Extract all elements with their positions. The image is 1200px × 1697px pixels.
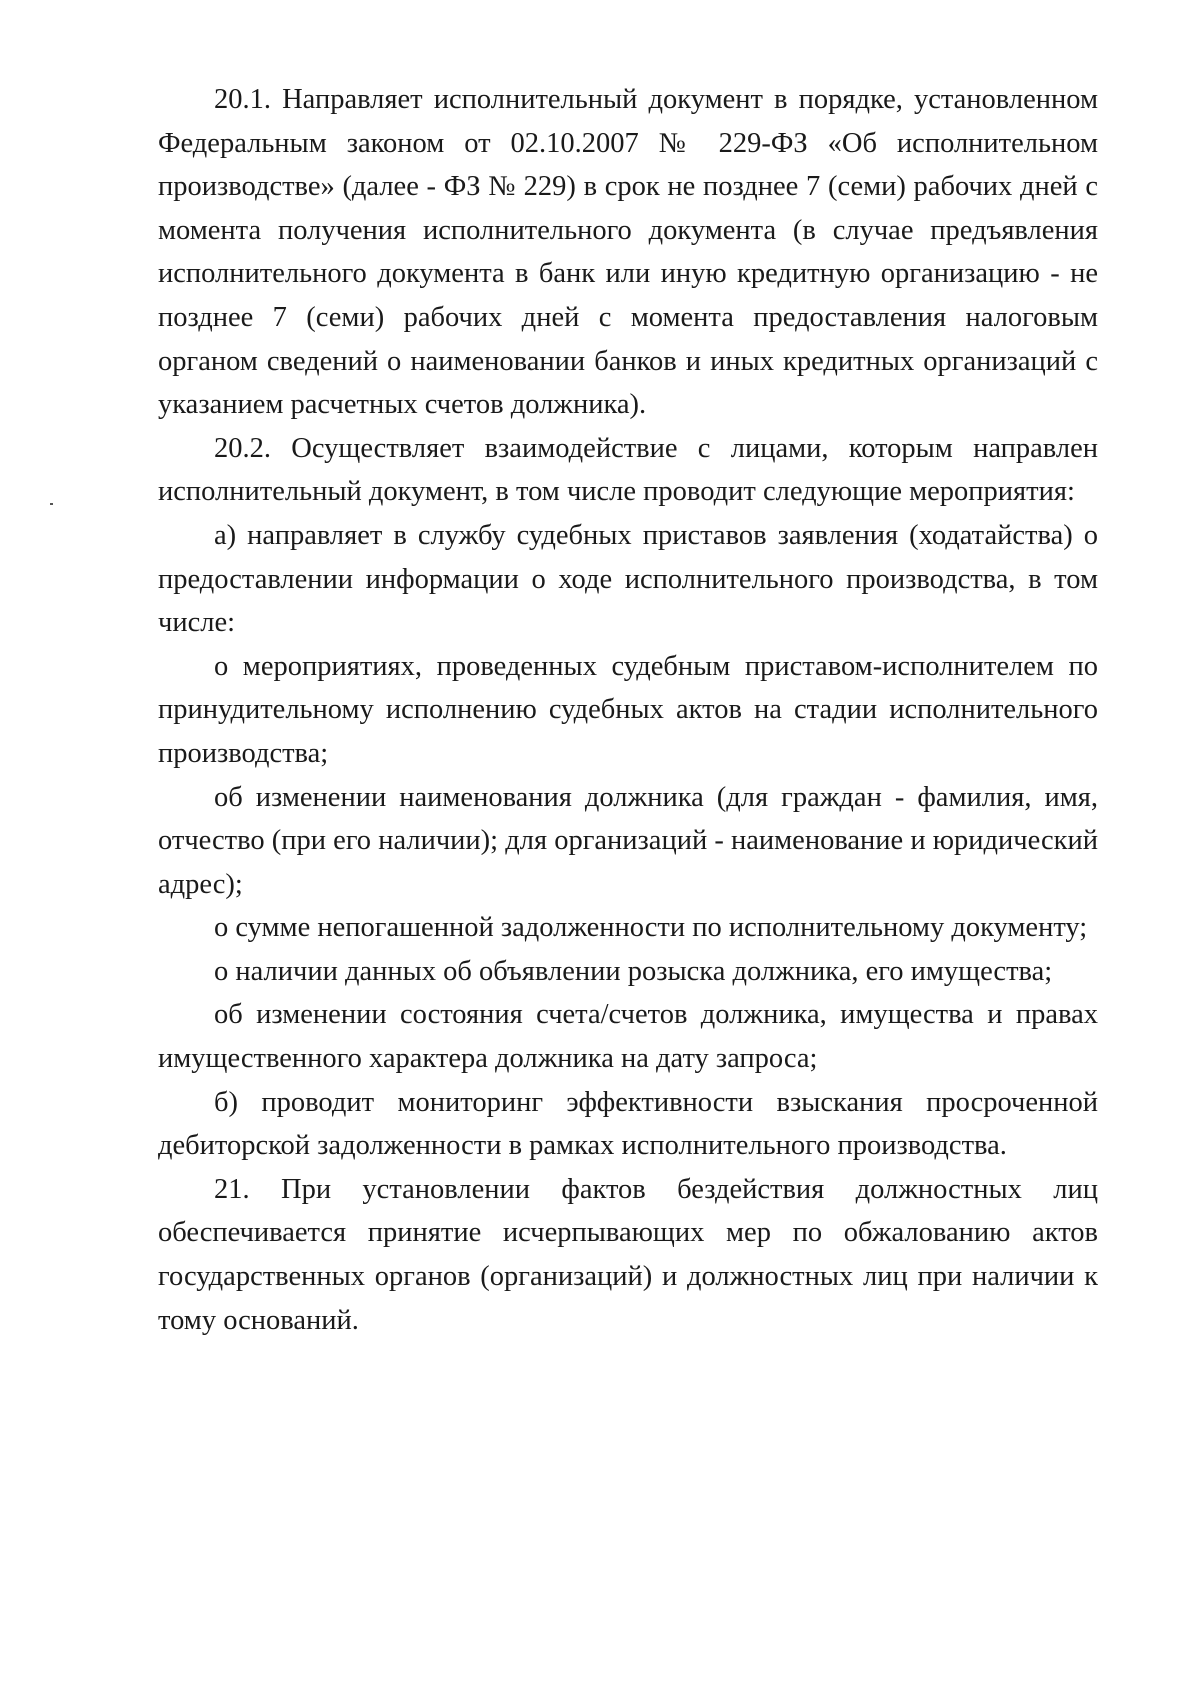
paragraph-item-b: б) проводит мониторинг эффективности взыскания просроченной дебиторской задолженности в рамках исполнительного производства. xyxy=(158,1086,1098,1162)
document-body xyxy=(158,78,1098,1342)
paragraph-debt-amount: о сумме непогашенной задолженности по исполнительному документу; xyxy=(214,912,1088,944)
paragraph-account-change: об изменении состояния счета/счетов должника, имущества и правах имущественного характера должника на дату запроса; xyxy=(158,999,1098,1075)
paragraph-measures: о мероприятиях, проведенных судебным приставом-исполнителем по принудительному исполнению судебных актов на стадии исполнительного производства; xyxy=(158,650,1098,769)
paragraph-debtor-name-change: об изменении наименования должника (для граждан - фамилия, имя, отчество (при его наличии); для организаций - наименование и юридический адрес); xyxy=(158,781,1098,900)
paragraph-20-1: 20.1. Направляет исполнительный документ в порядке, установленном Федеральным законом от 02.10.2007 № 229-ФЗ «Об исполнительном производстве» (далее - ФЗ № 229) в срок не позднее 7 (семи) рабочих дней с момента получения исполнительного документа (в случае предъявления исполнительного документа в банк или иную кредитную организацию - не позднее 7 (семи) рабочих дней с момента предоставления налоговым органом сведений о наименовании банков и иных кредитных организаций с указанием расчетных счетов должника). xyxy=(158,84,1098,421)
paragraph-21: 21. При установлении фактов бездействия должностных лиц обеспечивается принятие исчерпывающих мер по обжалованию актов государственных органов (организаций) и должностных лиц при наличии к тому оснований. xyxy=(158,1173,1098,1336)
scan-artifact-mark xyxy=(50,503,53,505)
paragraph-20-2: 20.2. Осуществляет взаимодействие с лицами, которым направлен исполнительный документ, в том числе проводит следующие мероприятия: xyxy=(158,432,1098,508)
paragraph-item-a: а) направляет в службу судебных приставов заявления (ходатайства) о предоставлении информации о ходе исполнительного производства, в том числе: xyxy=(158,519,1098,639)
paragraph-search-data: о наличии данных об объявлении розыска должника, его имущества; xyxy=(214,955,1053,987)
